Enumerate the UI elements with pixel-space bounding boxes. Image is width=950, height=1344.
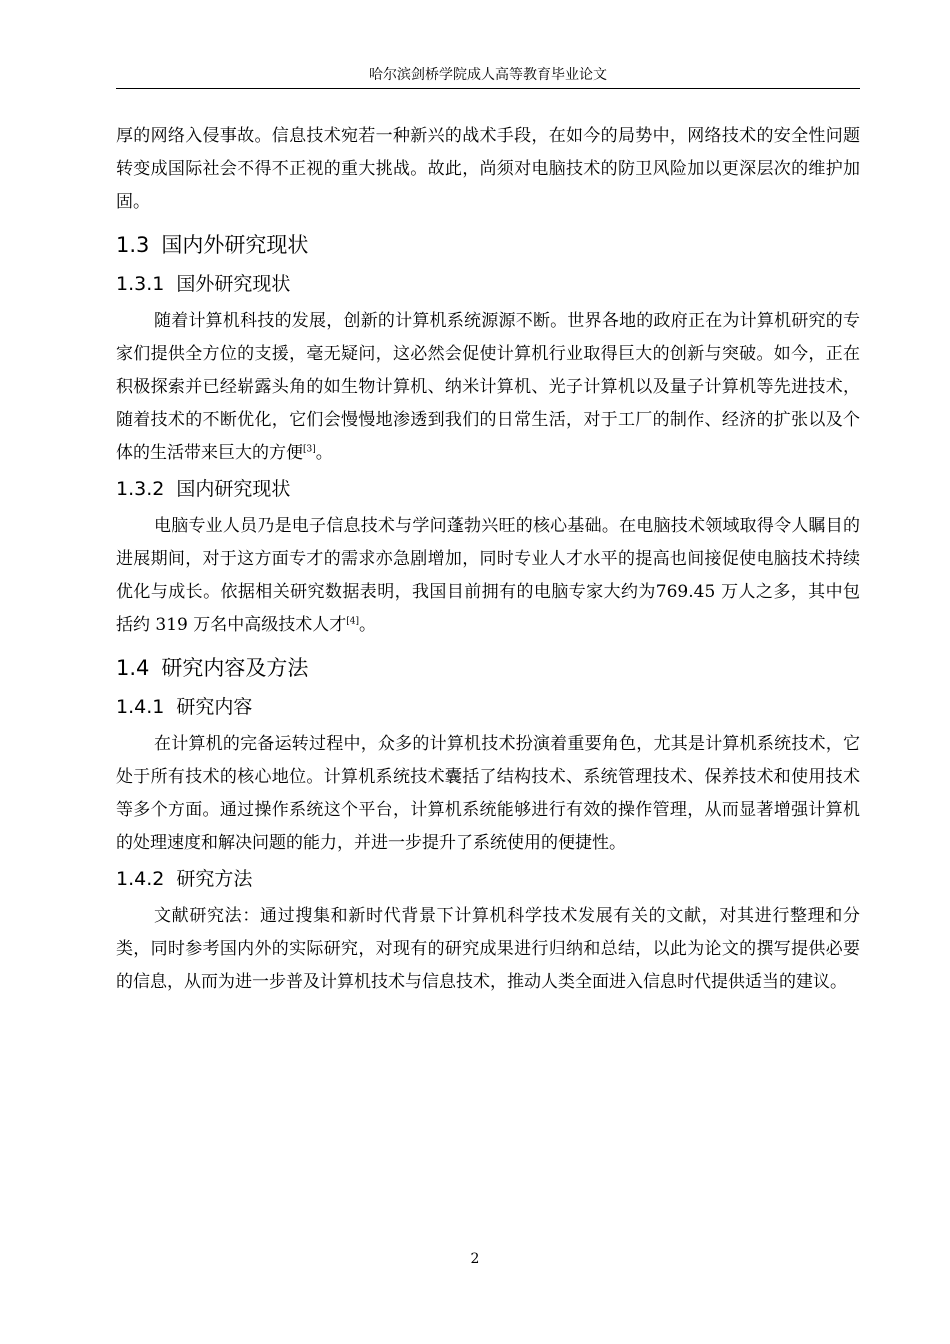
subsection-number: 1.4.1: [116, 696, 165, 718]
domestic-research-paragraph: [116, 510, 860, 642]
subsection-number: 1.3.1: [116, 273, 165, 295]
page-header: 哈尔滨剑桥学院成人高等教育毕业论文: [369, 67, 607, 83]
subsection-title: 研究内容: [176, 696, 253, 718]
section-title: 国内外研究现状: [161, 233, 309, 257]
paragraph-end: 。: [315, 443, 333, 463]
citation-marker: [3]: [303, 444, 316, 455]
section-title: 研究内容及方法: [161, 656, 309, 680]
header-divider: [116, 88, 860, 89]
subsection-number: 1.4.2: [116, 868, 165, 890]
research-method-paragraph: 文献研究法：通过搜集和新时代背景下计算机科学技术发展有关的文献，对其进行整理和分类，同时参考国内外的实际研究，对现有的研究成果进行归纳和总结，以此为论文的撰写提供必要的信息，从而为进一步普及计算机技术与信息技术，推动人类全面进入信息时代提供适当的建议。: [116, 906, 860, 992]
section-number: 1.4: [116, 656, 150, 680]
foreign-research-paragraph: [116, 305, 860, 470]
research-content-paragraph: 在计算机的完备运转过程中，众多的计算机技术扮演着重要角色，尤其是计算机系统技术，它处于所有技术的核心地位。计算机系统技术囊括了结构技术、系统管理技术、保养技术和使用技术等多个方面。通过操作系统这个平台，计算机系统能够进行有效的操作管理，从而显著增强计算机的处理速度和解决问题的能力，并进一步提升了系统使用的便捷性。: [116, 734, 860, 853]
page-number: 2: [470, 1251, 480, 1267]
paragraph-text: 随着计算机科技的发展，创新的计算机系统源源不断。世界各地的政府正在为计算机研究的专家们提供全方位的支援，毫无疑问，这必然会促使计算机行业取得巨大的创新与突破。如今，正在积极探索并已经崭露头角的如生物计算机、纳米计算机、光子计算机以及量子计算机等先进技术，随着技术的不断优化，它们会慢慢地渗透到我们的日常生活，对于工厂的制作、经济的扩张以及个体的生活带来巨大的方便: [116, 311, 860, 463]
subsection-heading-1-3-2: [116, 474, 860, 504]
section-number: 1.3: [116, 233, 150, 257]
subsection-number: 1.3.2: [116, 478, 165, 500]
page-body: [116, 120, 860, 999]
subsection-heading-1-3-1: [116, 269, 860, 299]
citation-marker: [4]: [346, 616, 360, 627]
section-heading-1-3: [116, 229, 860, 261]
subsection-title: 国外研究现状: [176, 273, 291, 295]
section-heading-1-4: [116, 652, 860, 684]
paragraph-end: 。: [359, 615, 377, 635]
subsection-title: 研究方法: [176, 868, 253, 890]
subsection-heading-1-4-1: [116, 692, 860, 722]
subsection-title: 国内研究现状: [176, 478, 291, 500]
intro-continuation-paragraph: 厚的网络入侵事故。信息技术宛若一种新兴的战术手段，在如今的局势中，网络技术的安全性问题转变成国际社会不得不正视的重大挑战。故此，尚须对电脑技术的防卫风险加以更深层次的维护加固。: [116, 126, 860, 212]
paragraph-text: 电脑专业人员乃是电子信息技术与学问蓬勃兴旺的核心基础。在电脑技术领域取得令人瞩目的进展期间，对于这方面专才的需求亦急剧增加，同时专业人才水平的提高也间接促使电脑技术持续优化与成长。依据相关研究数据表明，我国目前拥有的电脑专家大约为769.45 万人之多，其中包括约 319 万名中高级技术人才: [116, 516, 860, 635]
subsection-heading-1-4-2: [116, 864, 860, 894]
